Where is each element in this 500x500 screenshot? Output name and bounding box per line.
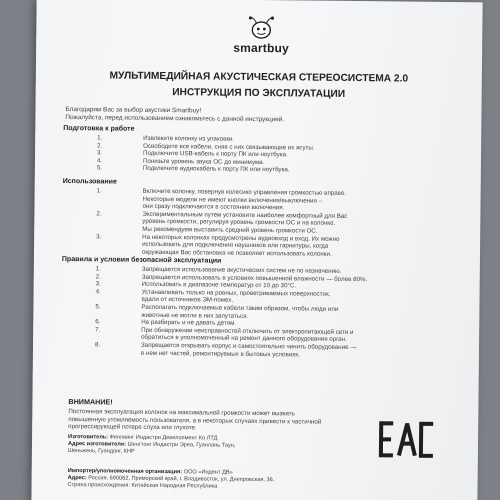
item-number: 2. xyxy=(96,210,102,218)
importer-address-value: Россия, 690062, Приморский край, г. Владивосток, ул. Днепровская, 36. xyxy=(88,475,275,484)
item-number: 5. xyxy=(95,303,101,311)
origin-country: Страна происхождения: Китайская Народная Республика xyxy=(67,482,218,490)
item-number: 1. xyxy=(96,187,102,195)
brand-name: smartbuy xyxy=(233,40,290,56)
item-number: 4. xyxy=(95,288,101,296)
item-text: Запрещается открывать корпус и самостоятельно чинить оборудование — xyxy=(140,341,357,351)
item-text: Запрещается использование акустических систем не по назначению. xyxy=(141,265,342,275)
warning-line: Постоянная эксплуатация колонок на максимальной громкости может вызвать xyxy=(68,408,295,418)
item-text: Включите колонку, повернув колесико управления громкостью вправо. xyxy=(142,187,347,197)
item-text: Устанавливать только на ровных, проветриваемых поверхностях, xyxy=(141,288,331,298)
item-number: 4. xyxy=(96,157,103,165)
importer-value: ООО «Индент ДВ» xyxy=(183,469,233,476)
intro-text xyxy=(65,106,455,126)
item-number: 3. xyxy=(95,280,101,288)
item-text: Использовать в диапазоне температур от 10 до 30°C. xyxy=(141,280,297,290)
item-number: 1. xyxy=(97,134,103,142)
maker-address-label: Адрес изготовителя: xyxy=(67,441,126,448)
prep-heading: Подготовка к работе xyxy=(63,124,135,133)
instruction-sheet xyxy=(31,0,482,500)
importer-address-label: Адрес: xyxy=(67,475,87,482)
item-number: 8. xyxy=(94,341,101,349)
warning-heading: ВНИМАНИЕ! xyxy=(68,397,113,407)
item-text: Подключите аудиокабель к порту ПК или ноутбука. xyxy=(142,165,290,174)
item-number: 3. xyxy=(97,149,103,157)
item-number: 5. xyxy=(96,164,103,172)
maker-value: Фенгминг Индастри Девелопмент Ко ЛТД xyxy=(109,434,218,442)
item-text: в нем нет частей, ремонтируемых в бытовых условиях. xyxy=(140,349,301,358)
item-number: 6. xyxy=(95,318,101,326)
item-text: окружающая Вас обстановка не позволяет использовать колонки. xyxy=(141,248,332,258)
warning-line: прогрессирующей потере слуха или глухоте. xyxy=(68,423,197,432)
item-text: вдали от источников ЭМ-помех. xyxy=(141,296,234,305)
item-text: При обнаружении неисправностей отключить от электропитающей сети и xyxy=(141,326,354,336)
item-text: они сразу подключаются в состоянии включения. xyxy=(142,202,285,212)
item-text: Некоторые модели не имеют кнопки включения/выключения – xyxy=(142,195,323,205)
importer-label: Импортер/уполномоченная организация: xyxy=(67,468,183,476)
item-text: Не разбирать и не давать детям. xyxy=(141,318,237,327)
prep-list xyxy=(69,134,449,176)
item-text: Освободите все кабели, сняв с них связывающие их жгуты. xyxy=(143,142,315,152)
item-number: 2. xyxy=(95,272,101,280)
maker-label: Изготовитель: xyxy=(68,434,109,441)
item-number xyxy=(68,248,126,256)
item-text: На некоторых колонках предусмотрены аудиовход и вход. Их можно xyxy=(142,233,340,243)
intro-line: Пожалуйста, перед использованием ознакомьтесь с данной инструкцией. xyxy=(65,113,285,124)
item-number: 3. xyxy=(96,232,102,240)
eac-mark xyxy=(377,419,437,460)
item-text: Подключите USB-кабель к порту ПК или ноутбука. xyxy=(142,149,288,159)
item-number: 7. xyxy=(95,326,101,334)
usage-list xyxy=(68,187,449,259)
manufacturer-block xyxy=(68,434,298,457)
item-text: Располагать подключаемые кабели таким образом, чтобы люди или xyxy=(141,303,339,313)
item-text: животные не могли в них запутаться. xyxy=(141,311,249,320)
item-number: 2. xyxy=(97,141,103,149)
brand-logo xyxy=(206,13,316,58)
item-text: Понизьте уровень звука ОС до минимума. xyxy=(142,157,265,166)
item-text: обратиться в уполномоченный на ремонт данного оборудования орган. xyxy=(141,334,347,344)
item-number xyxy=(67,349,125,357)
item-text: использовать для подключения наушников или гарнитуры, когда xyxy=(142,240,329,250)
usage-heading: Использование xyxy=(62,177,117,186)
item-text: Мы рекомендуем выставить средний уровень громкости ОС. xyxy=(142,225,318,235)
intro-line: Благодарим Вас за выбор акустики Smartbuy! xyxy=(65,105,202,115)
item-text: Извлеките колонку из упаковки. xyxy=(143,134,235,143)
item-number: 1. xyxy=(95,265,102,273)
item-text: Запрещается использовать в условиях повышенной влажности — более 80%. xyxy=(141,273,368,283)
warning-line: повышенную утомляемость пользователя, а в некоторых случаях привести к частичной xyxy=(68,415,322,426)
eac-icon xyxy=(377,419,437,460)
item-text: уровень громкости, регулируя уровень громкости ОС и на колонке. xyxy=(142,218,336,228)
importer-block xyxy=(68,468,398,492)
maker-address-value: Шенгтонг Индастри Эреа, Гуанлань Таун, xyxy=(127,441,236,449)
safety-list xyxy=(67,265,448,360)
safety-heading: Правила и условия безопасной эксплуатации xyxy=(61,255,222,265)
maker-address-value-cont: Шеньжень, Гуандонг, КНР xyxy=(67,448,135,455)
document-title: ИНСТРУКЦИЯ ПО ЭКСПЛУАТАЦИИ xyxy=(172,87,346,100)
product-title: МУЛЬТИМЕДИЙНАЯ АКУСТИЧЕСКАЯ СТЕРЕОСИСТЕМА 2.0 xyxy=(109,70,409,85)
item-text: Экспериментальным путем установите наиболее комфортный для Вас xyxy=(142,210,348,220)
